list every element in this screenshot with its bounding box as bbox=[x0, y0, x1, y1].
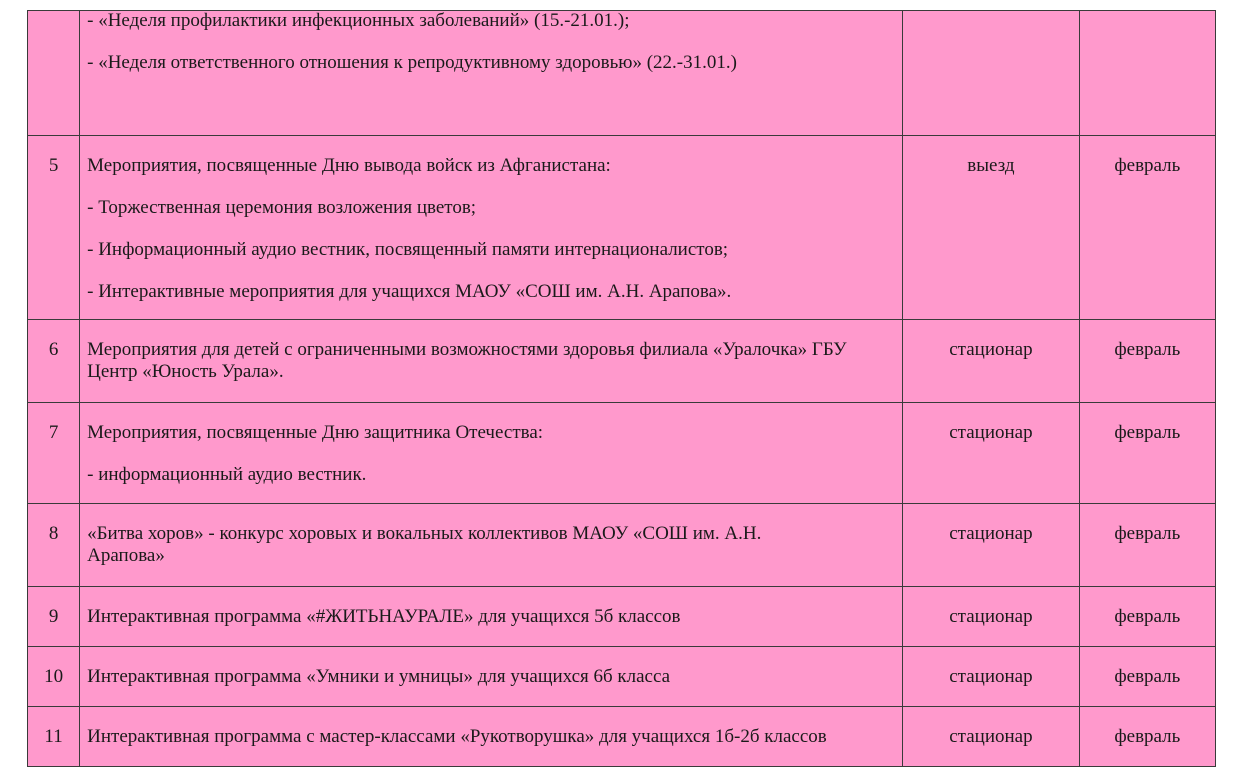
table-row bbox=[28, 647, 1216, 707]
place-cell bbox=[903, 403, 1079, 504]
row-number-cell bbox=[28, 587, 80, 647]
description-line: - Торжественная церемония возложения цветов; bbox=[87, 197, 477, 218]
table-row bbox=[28, 587, 1216, 647]
place-cell bbox=[903, 136, 1079, 320]
events-table bbox=[27, 10, 1216, 767]
row-number: 6 bbox=[48, 339, 59, 360]
date-cell bbox=[1079, 320, 1215, 403]
description-line: Интерактивная программа «#ЖИТЬНАУРАЛЕ» для учащихся 5б классов bbox=[87, 606, 681, 627]
date-cell bbox=[1079, 11, 1215, 136]
row-number: 10 bbox=[44, 666, 64, 687]
table-row bbox=[28, 707, 1216, 767]
place-value: стационар bbox=[949, 339, 1033, 360]
place-value: выезд bbox=[967, 155, 1015, 176]
date-cell bbox=[1079, 504, 1215, 587]
row-number-cell bbox=[28, 11, 80, 136]
row-number: 7 bbox=[48, 422, 59, 443]
place-value: стационар bbox=[949, 523, 1033, 544]
table-row bbox=[28, 136, 1216, 320]
row-number-cell bbox=[28, 504, 80, 587]
description-line: - информационный аудио вестник. bbox=[87, 464, 367, 485]
date-value: февраль bbox=[1114, 422, 1181, 443]
description-line: Интерактивная программа с мастер-классами «Рукотворушка» для учащихся 1б-2б классов bbox=[87, 726, 827, 747]
place-cell bbox=[903, 320, 1079, 403]
date-cell bbox=[1079, 587, 1215, 647]
description-line: Мероприятия для детей с ограниченными возможностями здоровья филиала «Уралочка» ГБУ Центр «Юность Урала». bbox=[87, 339, 847, 382]
row-number: 11 bbox=[44, 726, 63, 747]
date-cell bbox=[1079, 647, 1215, 707]
place-value: стационар bbox=[949, 422, 1033, 443]
description-line: Мероприятия, посвященные Дню защитника Отечества: bbox=[87, 422, 544, 443]
row-number bbox=[28, 11, 79, 19]
description-cell bbox=[80, 136, 903, 320]
description-line: - «Неделя профилактики инфекционных заболеваний» (15.-21.01.); bbox=[87, 10, 630, 31]
place-value: стационар bbox=[949, 726, 1033, 747]
description-line: Интерактивная программа «Умники и умницы» для учащихся 6б класса bbox=[87, 666, 671, 687]
row-number: 5 bbox=[48, 155, 59, 176]
description-line: «Битва хоров» - конкурс хоровых и вокальных коллективов МАОУ «СОШ им. А.Н. Арапова» bbox=[87, 523, 762, 566]
row-number-cell bbox=[28, 647, 80, 707]
description-cell bbox=[80, 647, 903, 707]
place-cell bbox=[903, 504, 1079, 587]
date-cell bbox=[1079, 403, 1215, 504]
date-value: февраль bbox=[1114, 666, 1181, 687]
place-value bbox=[903, 11, 1078, 19]
place-cell bbox=[903, 707, 1079, 767]
description-cell bbox=[80, 504, 903, 587]
row-number-cell bbox=[28, 707, 80, 767]
description-line: - «Неделя ответственного отношения к репродуктивному здоровью» (22.-31.01.) bbox=[87, 52, 737, 73]
date-value: февраль bbox=[1114, 606, 1181, 627]
description-cell bbox=[80, 11, 903, 136]
date-cell bbox=[1079, 136, 1215, 320]
date-value: февраль bbox=[1114, 726, 1181, 747]
row-number-cell bbox=[28, 320, 80, 403]
date-cell bbox=[1079, 707, 1215, 767]
description-line: - Информационный аудио вестник, посвященный памяти интернационалистов; bbox=[87, 239, 729, 260]
row-number-cell bbox=[28, 403, 80, 504]
description-cell bbox=[80, 707, 903, 767]
place-cell bbox=[903, 587, 1079, 647]
table-row bbox=[28, 320, 1216, 403]
place-cell bbox=[903, 11, 1079, 136]
date-value: февраль bbox=[1114, 339, 1181, 360]
description-cell bbox=[80, 320, 903, 403]
date-value: февраль bbox=[1114, 523, 1181, 544]
description-line: Мероприятия, посвященные Дню вывода войск из Афганистана: bbox=[87, 155, 611, 176]
description-cell bbox=[80, 403, 903, 504]
table-row bbox=[28, 11, 1216, 136]
row-number-cell bbox=[28, 136, 80, 320]
table-row bbox=[28, 504, 1216, 587]
table-row bbox=[28, 403, 1216, 504]
date-value: февраль bbox=[1114, 155, 1181, 176]
description-line: - Интерактивные мероприятия для учащихся МАОУ «СОШ им. А.Н. Арапова». bbox=[87, 281, 732, 302]
place-value: стационар bbox=[949, 666, 1033, 687]
row-number: 8 bbox=[48, 523, 59, 544]
row-number: 9 bbox=[48, 606, 59, 627]
place-cell bbox=[903, 647, 1079, 707]
description-cell bbox=[80, 587, 903, 647]
date-value bbox=[1080, 11, 1215, 19]
place-value: стационар bbox=[949, 606, 1033, 627]
